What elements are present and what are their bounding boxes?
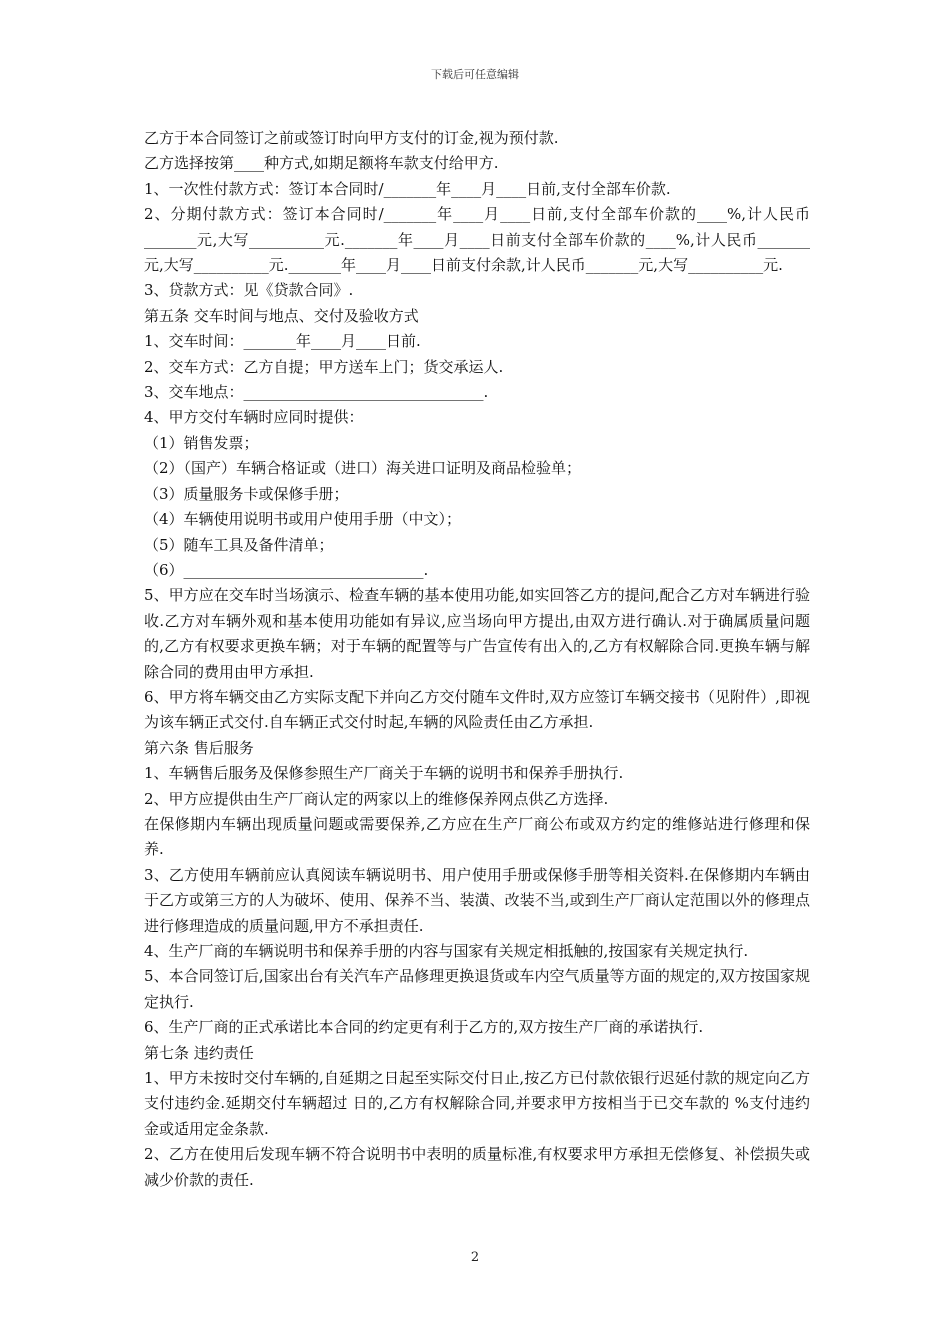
page-header: 下载后可任意编辑 [431, 68, 519, 81]
paragraph: 3、贷款方式：见《贷款合同》. [144, 281, 354, 300]
section-heading: 第五条 交车时间与地点、交付及验收方式 [144, 306, 419, 325]
list-item: （3）质量服务卡或保修手册； [144, 484, 349, 503]
paragraph: 5、本合同签订后,国家出台有关汽车产品修理更换退货或车内空气质量等方面的规定的,双方按国家规定执行. [144, 967, 810, 1011]
paragraph: 1、一次性付款方式：签订本合同时/_______年____月____日前,支付全部车价款. [144, 179, 671, 198]
paragraph: 6、生产厂商的正式承诺比本合同的约定更有利于乙方的,双方按生产厂商的承诺执行. [144, 1018, 704, 1037]
paragraph: 1、交车时间：_______年____月____日前. [144, 332, 421, 351]
list-item: （1）销售发票； [144, 433, 259, 452]
section-heading: 第六条 售后服务 [144, 738, 254, 757]
list-item: （2）（国产）车辆合格证或（进口）海关进口证明及商品检验单； [144, 459, 582, 478]
paragraph: 1、甲方未按时交付车辆的,自延期之日起至实际交付日止,按乙方已付款依银行迟延付款的规定向乙方支付违约金.延期交付车辆超过 日的,乙方有权解除合同,并要求甲方按相当于已交车款的 %支付违约金或适用定金条款. [144, 1069, 810, 1138]
paragraph: 2、乙方在使用后发现车辆不符合说明书中表明的质量标准,有权要求甲方承担无偿修复、补偿损失或减少价款的责任. [144, 1145, 810, 1189]
paragraph: 5、甲方应在交车时当场演示、检查车辆的基本使用功能,如实回答乙方的提问,配合乙方对车辆进行验收.乙方对车辆外观和基本使用功能如有异议,应当场向甲方提出,由双方进行确认.对于确属质量问题的,乙方有权要求更换车辆；对于车辆的配置等与广告宣传有出入的,乙方有权解除合同.更换车辆与解除合同的费用由甲方承担. [144, 586, 810, 681]
paragraph: 2、甲方应提供由生产厂商认定的两家以上的维修保养网点供乙方选择. [144, 789, 609, 808]
paragraph: 2、分期付款方式：签订本合同时/_______年____月____日前,支付全部车价款的____%,计人民币_______元,大写__________元._______年____月____日前支付全部车价款的____%,计人民币_______元,大写__________元._______年____月____日前支付余款,计人民币_______元,大写__________元. [144, 205, 810, 275]
paragraph: 4、甲方交付车辆时应同时提供： [144, 408, 364, 427]
paragraph: 3、乙方使用车辆前应认真阅读车辆说明书、用户使用手册或保修手册等相关资料.在保修期内车辆由于乙方或第三方的人为破坏、使用、保养不当、装潢、改装不当,或到生产厂商认定范围以外的修理点进行修理造成的质量问题,甲方不承担责任. [144, 865, 810, 935]
list-item: （6）________________________________. [144, 560, 429, 579]
list-item: （5）随车工具及备件清单； [144, 535, 334, 554]
paragraph: 1、车辆售后服务及保修参照生产厂商关于车辆的说明书和保养手册执行. [144, 764, 624, 783]
paragraph: 乙方于本合同签订之前或签订时向甲方支付的订金,视为预付款. [144, 129, 559, 147]
paragraph: 6、甲方将车辆交由乙方实际支配下并向乙方交付随车文件时,双方应签订车辆交接书（见附件）,即视为该车辆正式交付.自车辆正式交付时起,车辆的风险责任由乙方承担. [144, 687, 810, 732]
paragraph: 2、交车方式：乙方自提；甲方送车上门；货交承运人. [144, 357, 504, 376]
list-item: （4）车辆使用说明书或用户使用手册（中文）； [144, 510, 462, 529]
contract-body [144, 126, 810, 1193]
paragraph: 4、生产厂商的车辆说明书和保养手册的内容与国家有关规定相抵触的,按国家有关规定执行. [144, 942, 749, 960]
section-heading: 第七条 违约责任 [144, 1043, 254, 1062]
page-number: 2 [470, 1250, 480, 1265]
paragraph: 3、交车地点：________________________________. [144, 383, 489, 402]
paragraph: 乙方选择按第____种方式,如期足额将车款支付给甲方. [144, 154, 499, 173]
paragraph: 在保修期内车辆出现质量问题或需要保养,乙方应在生产厂商公布或双方约定的维修站进行修理和保养. [144, 814, 810, 859]
